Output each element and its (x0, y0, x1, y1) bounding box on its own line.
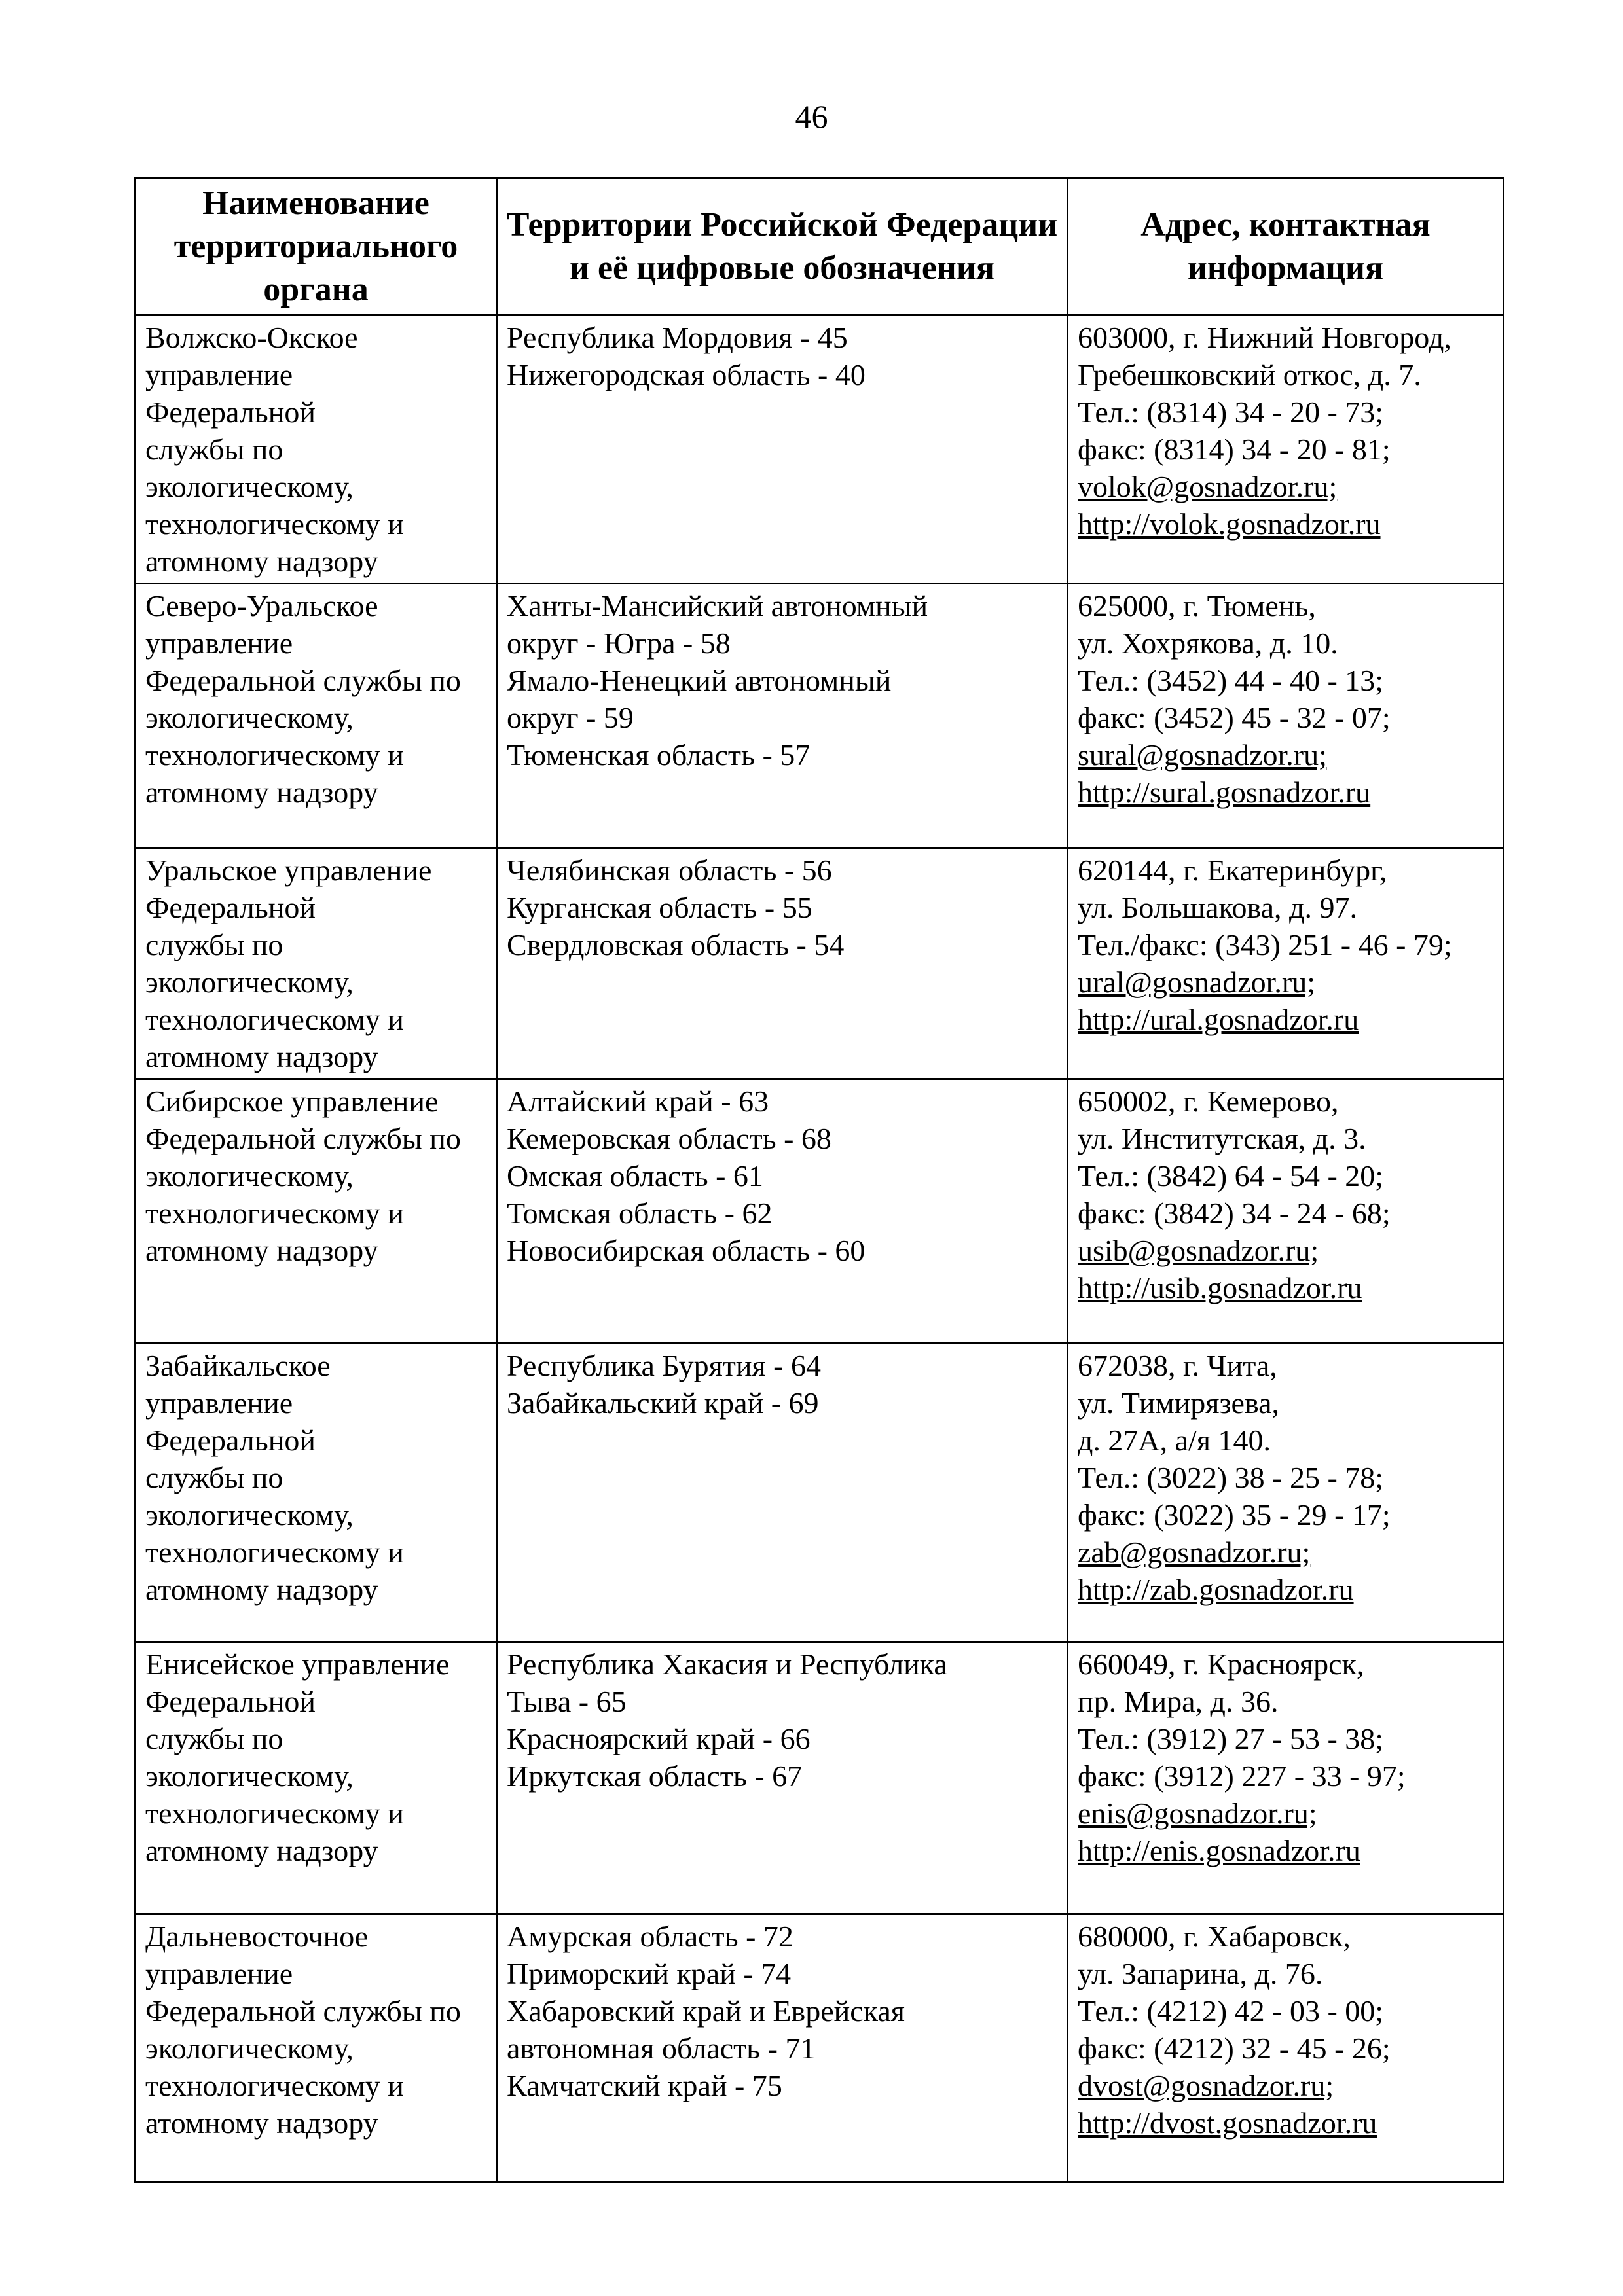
organ-name-cell (136, 848, 497, 1079)
organ-name-line: Северо-Уральское (145, 589, 378, 622)
email-link[interactable]: dvost@gosnadzor.ru; (1078, 2069, 1334, 2102)
organ-name-line: Дальневосточное (145, 1920, 369, 1953)
territory-line: Иркутская область - 67 (507, 1759, 803, 1793)
header-territories: Территории Российской Федерации и её цифровые обозначения (497, 178, 1068, 315)
territories-cell (497, 848, 1068, 1079)
territorial-organs-table (134, 177, 1504, 2183)
address-line: Тел./факс: (343) 251 - 46 - 79; (1078, 928, 1452, 961)
territory-line: Тюменская область - 57 (507, 738, 811, 772)
email-link[interactable]: usib@gosnadzor.ru; (1078, 1234, 1319, 1267)
address-line: Тел.: (3912) 27 - 53 - 38; (1078, 1722, 1384, 1755)
address-line: д. 27А, а/я 140. (1078, 1424, 1271, 1457)
organ-name-cell (136, 584, 497, 848)
organ-name-line: атомному надзору (145, 1040, 378, 1073)
territory-line: Курганская область - 55 (507, 891, 812, 924)
table-row (136, 1642, 1504, 1914)
address-line: факс: (3842) 34 - 24 - 68; (1078, 1196, 1391, 1230)
organ-name-cell (136, 1642, 497, 1914)
territories-cell (497, 315, 1068, 584)
table-row (136, 1344, 1504, 1642)
address-line: 620144, г. Екатеринбург, (1078, 853, 1387, 887)
territories-cell (497, 1642, 1068, 1914)
contact-cell (1068, 1914, 1504, 2183)
organ-name-line: Сибирское управление (145, 1085, 439, 1118)
territory-line: Хабаровский край и Еврейская (507, 1994, 905, 2028)
address-line: 680000, г. Хабаровск, (1078, 1920, 1351, 1953)
address-line: факс: (3912) 227 - 33 - 97; (1078, 1759, 1406, 1793)
organ-name-line: службы по (145, 433, 283, 466)
organ-name-line: атомному надзору (145, 1834, 378, 1867)
contact-cell (1068, 584, 1504, 848)
address-line: Тел.: (4212) 42 - 03 - 00; (1078, 1994, 1384, 2028)
territory-line: Томская область - 62 (507, 1196, 773, 1230)
territory-line: Забайкальский край - 69 (507, 1386, 819, 1420)
territory-line: Кемеровская область - 68 (507, 1122, 831, 1155)
email-link[interactable]: zab@gosnadzor.ru; (1078, 1535, 1311, 1569)
organ-name-line: экологическому, (145, 2032, 354, 2065)
territory-line: Омская область - 61 (507, 1159, 763, 1193)
address-line: 603000, г. Нижний Новгород, (1078, 321, 1451, 354)
header-address: Адрес, контактная информация (1068, 178, 1504, 315)
organ-name-line: технологическому и (145, 1797, 404, 1830)
organ-name-line: Федеральной службы по (145, 1994, 461, 2028)
email-link[interactable]: ural@gosnadzor.ru; (1078, 965, 1315, 999)
territory-line: Ямало-Ненецкий автономный (507, 664, 892, 697)
organ-name-line: Енисейское управление (145, 1647, 450, 1681)
website-link[interactable]: http://ural.gosnadzor.ru (1078, 1003, 1359, 1036)
territories-cell (497, 1344, 1068, 1642)
organ-name-line: управление (145, 1386, 293, 1420)
organ-name-line: технологическому и (145, 507, 404, 541)
territory-line: Республика Мордовия - 45 (507, 321, 848, 354)
address-line: факс: (4212) 32 - 45 - 26; (1078, 2032, 1391, 2065)
territory-line: Приморский край - 74 (507, 1957, 792, 1990)
address-line: факс: (8314) 34 - 20 - 81; (1078, 433, 1391, 466)
table-row (136, 1079, 1504, 1344)
address-line: ул. Институтская, д. 3. (1078, 1122, 1366, 1155)
organ-name-cell (136, 1079, 497, 1344)
territory-line: Красноярский край - 66 (507, 1722, 811, 1755)
contact-cell (1068, 1079, 1504, 1344)
address-line: факс: (3452) 45 - 32 - 07; (1078, 701, 1391, 734)
website-link[interactable]: http://usib.gosnadzor.ru (1078, 1271, 1362, 1304)
territory-line: Камчатский край - 75 (507, 2069, 782, 2102)
territory-line: Нижегородская область - 40 (507, 358, 866, 391)
organ-name-line: службы по (145, 1722, 283, 1755)
website-link[interactable]: http://enis.gosnadzor.ru (1078, 1834, 1360, 1867)
territory-line: Новосибирская область - 60 (507, 1234, 866, 1267)
organ-name-line: Федеральной (145, 1685, 316, 1718)
address-line: 660049, г. Красноярск, (1078, 1647, 1364, 1681)
address-line: Гребешковский откос, д. 7. (1078, 358, 1421, 391)
contact-cell (1068, 848, 1504, 1079)
address-line: ул. Большакова, д. 97. (1078, 891, 1357, 924)
address-line: 672038, г. Чита, (1078, 1349, 1277, 1382)
organ-name-line: Федеральной (145, 891, 316, 924)
address-line: факс: (3022) 35 - 29 - 17; (1078, 1498, 1391, 1532)
organ-name-line: экологическому, (145, 470, 354, 503)
address-line: Тел.: (3842) 64 - 54 - 20; (1078, 1159, 1384, 1193)
address-line: Тел.: (3452) 44 - 40 - 13; (1078, 664, 1384, 697)
territory-line: Тыва - 65 (507, 1685, 627, 1718)
organ-name-line: атомному надзору (145, 1573, 378, 1606)
address-line: ул. Тимирязева, (1078, 1386, 1280, 1420)
table-row (136, 315, 1504, 584)
organ-name-line: технологическому и (145, 1003, 404, 1036)
organ-name-line: технологическому и (145, 2069, 404, 2102)
table-row (136, 584, 1504, 848)
organ-name-line: управление (145, 358, 293, 391)
organ-name-line: атомному надзору (145, 1234, 378, 1267)
email-link[interactable]: enis@gosnadzor.ru; (1078, 1797, 1317, 1830)
organ-name-line: службы по (145, 1461, 283, 1494)
website-link[interactable]: http://dvost.gosnadzor.ru (1078, 2106, 1377, 2140)
address-line: ул. Хохрякова, д. 10. (1078, 626, 1338, 660)
organ-name-cell (136, 315, 497, 584)
address-line: пр. Мира, д. 36. (1078, 1685, 1279, 1718)
organ-name-line: атомному надзору (145, 545, 378, 578)
organ-name-line: Волжско-Окское (145, 321, 358, 354)
table-header-row (136, 178, 1504, 315)
address-line: Тел.: (3022) 38 - 25 - 78; (1078, 1461, 1384, 1494)
organ-name-line: технологическому и (145, 738, 404, 772)
website-link[interactable]: http://volok.gosnadzor.ru (1078, 507, 1381, 541)
organ-name-line: экологическому, (145, 1159, 354, 1193)
contact-cell (1068, 1642, 1504, 1914)
email-link[interactable]: volok@gosnadzor.ru; (1078, 470, 1338, 503)
organ-name-line: Федеральной службы по (145, 664, 461, 697)
territory-line: Ханты-Мансийский автономный (507, 589, 928, 622)
address-line: ул. Запарина, д. 76. (1078, 1957, 1323, 1990)
territory-line: Свердловская область - 54 (507, 928, 845, 961)
organ-name-line: экологическому, (145, 701, 354, 734)
organ-name-line: экологическому, (145, 965, 354, 999)
address-line: 625000, г. Тюмень, (1078, 589, 1316, 622)
organ-name-line: атомному надзору (145, 2106, 378, 2140)
address-line: Тел.: (8314) 34 - 20 - 73; (1078, 395, 1384, 429)
organ-name-line: экологическому, (145, 1498, 354, 1532)
territories-cell (497, 584, 1068, 848)
header-organ-name: Наименование территориального органа (136, 178, 497, 315)
organ-name-line: атомному надзору (145, 776, 378, 809)
organ-name-line: управление (145, 1957, 293, 1990)
territories-cell (497, 1914, 1068, 2183)
website-link[interactable]: http://zab.gosnadzor.ru (1078, 1573, 1354, 1606)
table-row (136, 848, 1504, 1079)
email-link[interactable]: sural@gosnadzor.ru; (1078, 738, 1327, 772)
organ-name-line: Федеральной (145, 1424, 316, 1457)
territory-line: Республика Бурятия - 64 (507, 1349, 821, 1382)
address-line: 650002, г. Кемерово, (1078, 1085, 1339, 1118)
organ-name-line: службы по (145, 928, 283, 961)
organ-name-cell (136, 1344, 497, 1642)
organ-name-line: Уральское управление (145, 853, 432, 887)
contact-cell (1068, 315, 1504, 584)
organ-name-line: Федеральной службы по (145, 1122, 461, 1155)
organ-name-line: управление (145, 626, 293, 660)
organ-name-line: технологическому и (145, 1196, 404, 1230)
territory-line: округ - 59 (507, 701, 634, 734)
territory-line: Республика Хакасия и Республика (507, 1647, 947, 1681)
table-row (136, 1914, 1504, 2183)
organ-name-line: Федеральной (145, 395, 316, 429)
organ-name-cell (136, 1914, 497, 2183)
territories-cell (497, 1079, 1068, 1344)
organ-name-line: экологическому, (145, 1759, 354, 1793)
territory-line: Челябинская область - 56 (507, 853, 832, 887)
contact-cell (1068, 1344, 1504, 1642)
page-number: 46 (795, 98, 828, 135)
organ-name-line: технологическому и (145, 1535, 404, 1569)
website-link[interactable]: http://sural.gosnadzor.ru (1078, 776, 1371, 809)
territory-line: автономная область - 71 (507, 2032, 816, 2065)
territory-line: Алтайский край - 63 (507, 1085, 769, 1118)
organ-name-line: Забайкальское (145, 1349, 331, 1382)
territory-line: Амурская область - 72 (507, 1920, 793, 1953)
territory-line: округ - Югра - 58 (507, 626, 731, 660)
